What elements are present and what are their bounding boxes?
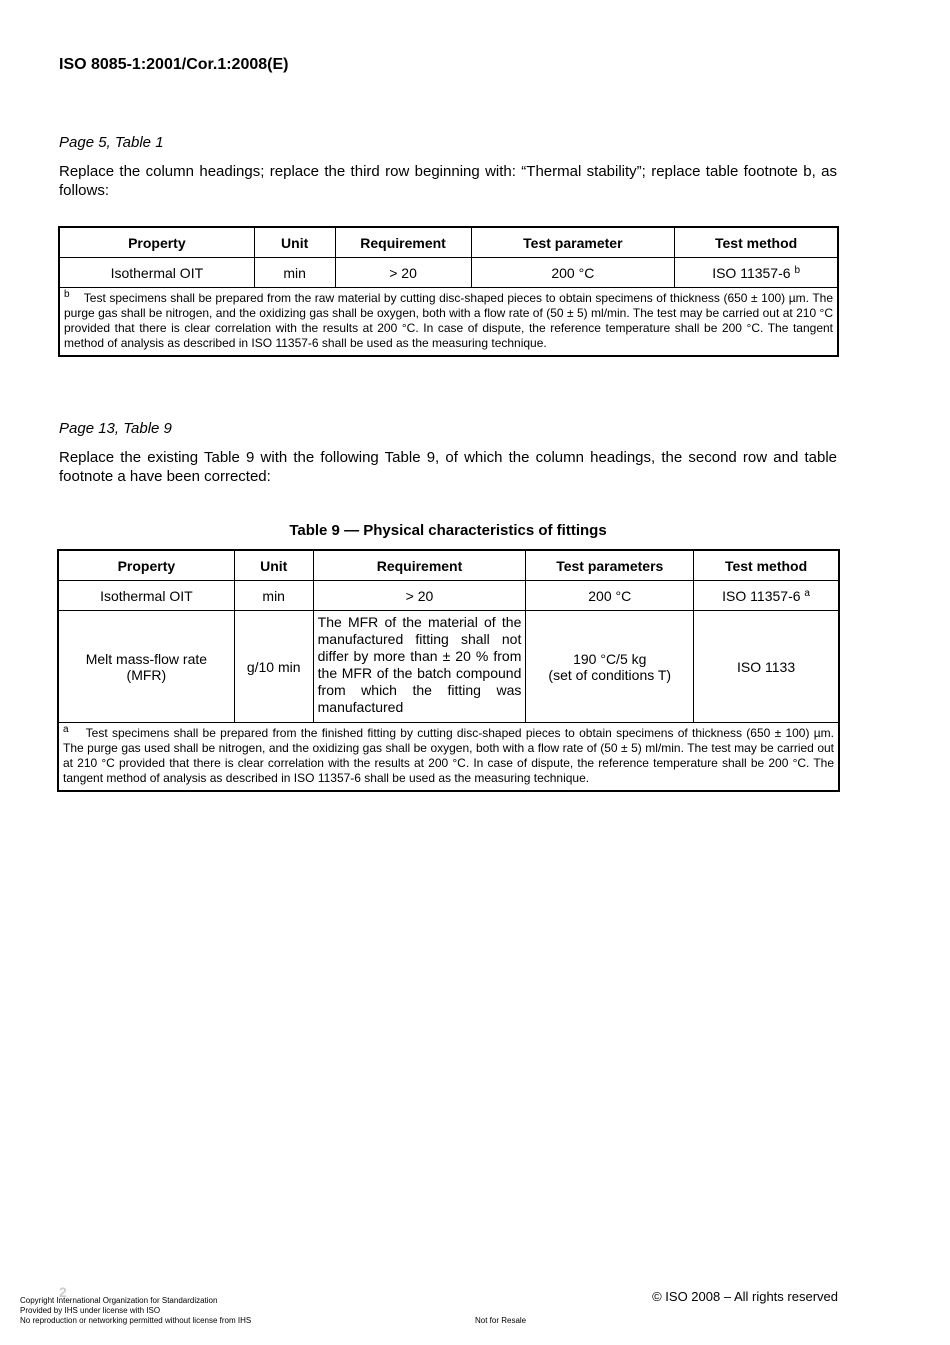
table9-footnote-row [59, 723, 839, 791]
table9-header-unit: Unit [234, 551, 313, 581]
table9-row1-unit: min [234, 581, 313, 611]
table9-row2-requirement: The MFR of the material of the manufactured fitting shall not differ by more than ± 20 % from the MFR of the batch compound from which the fitting was manufactured [313, 611, 526, 723]
table9-row2-unit: g/10 min [234, 611, 313, 723]
table1-header-test-method: Test method [675, 228, 838, 258]
table1-footnote [60, 288, 838, 356]
document-id: ISO 8085-1:2001/Cor.1:2008(E) [59, 56, 289, 73]
section2-instruction: Replace the existing Table 9 with the following Table 9, of which the column headings, the second row and table footnote a have been corrected: [59, 449, 837, 485]
table9-footnote-mark: a [63, 724, 69, 735]
section1-reference: Page 5, Table 1 [59, 134, 164, 151]
table9-header-property: Property [59, 551, 235, 581]
table9-row1-property: Isothermal OIT [59, 581, 235, 611]
footer-not-for-resale: Not for Resale [475, 1316, 527, 1325]
footer-line1: Copyright International Organization for Standardization [20, 1296, 218, 1305]
table1-cell-requirement: > 20 [335, 258, 471, 288]
table1-footnote-text: Test specimens shall be prepared from the raw material by cutting disc-shaped pieces to obtain specimens of thickness (650 ± 100) µm. The purge gas shall be nitrogen, and the oxidizing gas shall be oxygen, both with a flow rate of (50 ± 5) ml/min. The test may be carried out at 210 °C provided that there is clear correlation with the results at 200 °C. In case of dispute, the reference temperature shall be 200 °C. The tangent method of analysis as described in ISO 11357-6 shall be used as the measuring technique. [64, 291, 833, 350]
table9-footnote [59, 723, 839, 791]
table1-header-requirement: Requirement [335, 228, 471, 258]
table9-row2-test-method: ISO 1133 [694, 611, 839, 723]
table9 [58, 550, 839, 791]
table9-header-test-parameters: Test parameters [526, 551, 694, 581]
table9-row1-test-parameters: 200 °C [526, 581, 694, 611]
table9-row2-param-line2: (set of conditions T) [548, 666, 672, 683]
section1-instruction: Replace the column headings; replace the third row beginning with: “Thermal stability”; replace table footnote b, as follows: [59, 163, 837, 199]
table1-cell-unit: min [254, 258, 335, 288]
table1-header-property: Property [60, 228, 255, 258]
table1-cell-test-method [675, 258, 838, 288]
footer-copyright: © ISO 2008 – All rights reserved [652, 1289, 838, 1304]
table9-row1-requirement: > 20 [313, 581, 526, 611]
table9-row1-method-footnote-ref: a [804, 587, 810, 599]
table9-header-test-method: Test method [694, 551, 839, 581]
table9-row2-property [59, 611, 235, 723]
table1-header-unit: Unit [254, 228, 335, 258]
table1-cell-test-parameter: 200 °C [471, 258, 675, 288]
table-row [60, 258, 838, 288]
table-row [59, 581, 839, 611]
table9-row1-test-method [694, 581, 839, 611]
table9-header-row [59, 551, 839, 581]
table1 [59, 227, 838, 356]
footer-line2: Provided by IHS under license with ISO [20, 1306, 161, 1315]
table1-cell-property: Isothermal OIT [60, 258, 255, 288]
table1-footnote-row [60, 288, 838, 356]
table-row [59, 611, 839, 723]
table1-method-footnote-ref: b [794, 264, 800, 276]
table9-footnote-text: Test specimens shall be prepared from the finished fitting by cutting disc-shaped pieces to obtain specimens of thickness (650 ± 100) µm. The purge gas used shall be nitrogen, and the oxidizing gas shall be oxygen, both with a flow rate of (50 ± 5) ml/min. The test may be carried out at 210 °C provided that there is clear correlation with the results at 200 °C. In case of dispute, the reference temperature shall be 200 °C. The tangent method of analysis as described in ISO 11357-6 shall be used as the measuring technique. [63, 726, 834, 785]
section2-reference: Page 13, Table 9 [59, 420, 172, 437]
table9-row1-method-text: ISO 11357-6 [722, 587, 801, 604]
table9-row2-param-line1: 190 °C/5 kg [573, 650, 647, 667]
table1-method-text: ISO 11357-6 [712, 264, 791, 281]
footer-license-block [20, 1296, 251, 1326]
table9-title: Table 9 — Physical characteristics of fittings [289, 522, 607, 539]
table9-row2-property-line1: Melt mass-flow rate [85, 650, 208, 667]
table9-row2-property-line2: (MFR) [126, 666, 167, 683]
table1-footnote-mark: b [64, 289, 70, 300]
table1-header-test-parameter: Test parameter [471, 228, 675, 258]
table1-header-row [60, 228, 838, 258]
footer-line3: No reproduction or networking permitted without license from IHS [20, 1316, 252, 1325]
page-number: 2 [59, 1284, 67, 1300]
table9-row2-test-parameters [526, 611, 694, 723]
table9-header-requirement: Requirement [313, 551, 526, 581]
